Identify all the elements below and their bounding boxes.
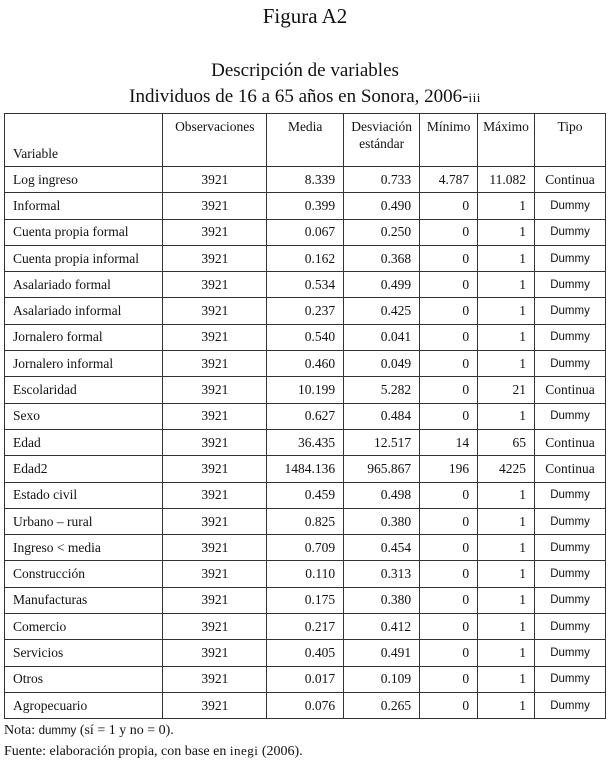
cell-maximo: 1: [478, 614, 535, 640]
header-minimo: Mínimo: [420, 114, 478, 167]
figure-title: Figura A2: [262, 4, 348, 28]
cell-desviacion: 0.484: [344, 403, 420, 429]
cell-tipo: Dummy: [535, 193, 606, 219]
cell-tipo: Continua: [535, 377, 606, 403]
table-row: [5, 272, 606, 298]
cell-observaciones: 3921: [163, 219, 267, 245]
cell-media: 0.460: [267, 351, 344, 377]
cell-media: 0.405: [267, 640, 344, 666]
cell-observaciones: 3921: [163, 272, 267, 298]
cell-media: 0.076: [267, 692, 344, 718]
cell-maximo: 1: [478, 561, 535, 587]
cell-observaciones: 3921: [163, 561, 267, 587]
cell-tipo: Dummy: [535, 272, 606, 298]
cell-desviacion: 0.491: [344, 640, 420, 666]
cell-variable: Sexo: [5, 403, 163, 429]
cell-minimo: 0: [420, 219, 478, 245]
source-prefix: Fuente: elaboración propia, con base en: [4, 744, 230, 759]
cell-media: 0.237: [267, 298, 344, 324]
cell-variable: Cuenta propia formal: [5, 219, 163, 245]
cell-observaciones: 3921: [163, 508, 267, 534]
cell-tipo: Dummy: [535, 324, 606, 350]
cell-media: 0.540: [267, 324, 344, 350]
cell-observaciones: 3921: [163, 167, 267, 193]
table-title: [0, 58, 610, 111]
cell-desviacion: 0.733: [344, 167, 420, 193]
cell-variable: Construcción: [5, 561, 163, 587]
header-desviacion: [344, 114, 420, 167]
cell-minimo: 0: [420, 561, 478, 587]
cell-maximo: 1: [478, 298, 535, 324]
cell-media: 0.175: [267, 587, 344, 613]
cell-tipo: Dummy: [535, 298, 606, 324]
cell-maximo: 1: [478, 245, 535, 271]
cell-media: 0.459: [267, 482, 344, 508]
cell-tipo: Dummy: [535, 535, 606, 561]
table-title-line2: [0, 84, 610, 111]
cell-minimo: 0: [420, 193, 478, 219]
table-row: [5, 245, 606, 271]
cell-observaciones: 3921: [163, 351, 267, 377]
cell-media: 0.627: [267, 403, 344, 429]
cell-maximo: 65: [478, 429, 535, 455]
cell-observaciones: 3921: [163, 245, 267, 271]
cell-media: 0.162: [267, 245, 344, 271]
cell-desviacion: 0.490: [344, 193, 420, 219]
note-dummy-word: dummy: [38, 725, 77, 737]
table-row: [5, 692, 606, 718]
cell-maximo: 1: [478, 587, 535, 613]
cell-variable: Asalariado informal: [5, 298, 163, 324]
cell-variable: Urbano – rural: [5, 508, 163, 534]
note-suffix: (sí = 1 y no = 0).: [76, 723, 174, 738]
header-media: Media: [267, 114, 344, 167]
cell-minimo: 0: [420, 245, 478, 271]
cell-media: 0.217: [267, 614, 344, 640]
cell-desviacion: 0.412: [344, 614, 420, 640]
cell-desviacion: 0.265: [344, 692, 420, 718]
header-desviacion-line2: estándar: [359, 136, 405, 151]
note-line: [4, 721, 604, 741]
cell-variable: Jornalero formal: [5, 324, 163, 350]
table-header-row: [5, 114, 606, 167]
cell-desviacion: 965.867: [344, 456, 420, 482]
cell-minimo: 0: [420, 692, 478, 718]
table-title-line1: Descripción de variables: [211, 60, 399, 81]
cell-variable: Comercio: [5, 614, 163, 640]
cell-minimo: 0: [420, 377, 478, 403]
table-row: [5, 429, 606, 455]
cell-variable: Agropecuario: [5, 692, 163, 718]
cell-tipo: Dummy: [535, 692, 606, 718]
cell-tipo: Dummy: [535, 219, 606, 245]
cell-tipo: Dummy: [535, 351, 606, 377]
header-maximo: Máximo: [478, 114, 535, 167]
table-row: [5, 324, 606, 350]
cell-minimo: 0: [420, 535, 478, 561]
cell-maximo: 1: [478, 219, 535, 245]
cell-observaciones: 3921: [163, 692, 267, 718]
cell-tipo: Dummy: [535, 508, 606, 534]
header-variable: Variable: [5, 114, 163, 167]
cell-minimo: 0: [420, 351, 478, 377]
cell-observaciones: 3921: [163, 456, 267, 482]
cell-minimo: 0: [420, 587, 478, 613]
table-row: [5, 377, 606, 403]
cell-media: 0.709: [267, 535, 344, 561]
cell-minimo: 0: [420, 324, 478, 350]
cell-maximo: 1: [478, 482, 535, 508]
cell-variable: Edad2: [5, 456, 163, 482]
note-prefix: Nota:: [4, 723, 39, 738]
source-org: inegi: [229, 743, 259, 758]
cell-observaciones: 3921: [163, 403, 267, 429]
cell-tipo: Dummy: [535, 403, 606, 429]
cell-variable: Jornalero informal: [5, 351, 163, 377]
cell-desviacion: 12.517: [344, 429, 420, 455]
table-row: [5, 666, 606, 692]
cell-desviacion: 0.425: [344, 298, 420, 324]
cell-tipo: Dummy: [535, 614, 606, 640]
table-row: [5, 456, 606, 482]
cell-desviacion: 0.368: [344, 245, 420, 271]
table-row: [5, 298, 606, 324]
table-row: [5, 482, 606, 508]
cell-minimo: 4.787: [420, 167, 478, 193]
table-row: [5, 219, 606, 245]
cell-maximo: 1: [478, 351, 535, 377]
cell-maximo: 21: [478, 377, 535, 403]
cell-desviacion: 0.380: [344, 508, 420, 534]
cell-desviacion: 0.454: [344, 535, 420, 561]
source-suffix: (2006).: [258, 744, 303, 759]
cell-variable: Estado civil: [5, 482, 163, 508]
cell-desviacion: 0.041: [344, 324, 420, 350]
cell-desviacion: 0.109: [344, 666, 420, 692]
cell-observaciones: 3921: [163, 482, 267, 508]
cell-observaciones: 3921: [163, 298, 267, 324]
cell-media: 8.339: [267, 167, 344, 193]
cell-variable: Edad: [5, 429, 163, 455]
cell-variable: Escolaridad: [5, 377, 163, 403]
cell-maximo: 11.082: [478, 167, 535, 193]
cell-desviacion: 5.282: [344, 377, 420, 403]
cell-tipo: Continua: [535, 456, 606, 482]
cell-variable: Cuenta propia informal: [5, 245, 163, 271]
cell-maximo: 1: [478, 508, 535, 534]
table-row: [5, 640, 606, 666]
table-row: [5, 403, 606, 429]
cell-media: 0.017: [267, 666, 344, 692]
cell-media: 0.067: [267, 219, 344, 245]
cell-observaciones: 3921: [163, 429, 267, 455]
table-row: [5, 614, 606, 640]
cell-variable: Ingreso < media: [5, 535, 163, 561]
cell-variable: Asalariado formal: [5, 272, 163, 298]
cell-observaciones: 3921: [163, 614, 267, 640]
table-notes: [4, 721, 604, 761]
cell-maximo: 1: [478, 535, 535, 561]
cell-maximo: 1: [478, 403, 535, 429]
cell-tipo: Continua: [535, 167, 606, 193]
cell-minimo: 0: [420, 640, 478, 666]
cell-media: 0.399: [267, 193, 344, 219]
cell-desviacion: 0.250: [344, 219, 420, 245]
cell-minimo: 0: [420, 272, 478, 298]
cell-observaciones: 3921: [163, 377, 267, 403]
cell-maximo: 1: [478, 640, 535, 666]
cell-observaciones: 3921: [163, 324, 267, 350]
cell-observaciones: 3921: [163, 193, 267, 219]
table-row: [5, 193, 606, 219]
source-line: [4, 741, 604, 761]
table-title-line2-text: Individuos de 16 a 65 años en Sonora, 2006-: [129, 86, 469, 107]
cell-maximo: 1: [478, 324, 535, 350]
header-desviacion-line1: Desviación: [351, 119, 412, 134]
cell-variable: Servicios: [5, 640, 163, 666]
cell-maximo: 4225: [478, 456, 535, 482]
cell-tipo: Continua: [535, 429, 606, 455]
cell-desviacion: 0.499: [344, 272, 420, 298]
cell-minimo: 0: [420, 508, 478, 534]
cell-minimo: 14: [420, 429, 478, 455]
cell-observaciones: 3921: [163, 535, 267, 561]
cell-variable: Informal: [5, 193, 163, 219]
header-observaciones: Observaciones: [163, 114, 267, 167]
cell-tipo: Dummy: [535, 482, 606, 508]
cell-tipo: Dummy: [535, 587, 606, 613]
cell-media: 0.825: [267, 508, 344, 534]
cell-minimo: 0: [420, 614, 478, 640]
cell-desviacion: 0.498: [344, 482, 420, 508]
cell-media: 1484.136: [267, 456, 344, 482]
cell-desviacion: 0.049: [344, 351, 420, 377]
cell-tipo: Dummy: [535, 666, 606, 692]
variables-table: [4, 113, 606, 719]
cell-maximo: 1: [478, 272, 535, 298]
cell-tipo: Dummy: [535, 245, 606, 271]
cell-variable: Log ingreso: [5, 167, 163, 193]
table-row: [5, 535, 606, 561]
cell-tipo: Dummy: [535, 561, 606, 587]
cell-observaciones: 3921: [163, 666, 267, 692]
cell-desviacion: 0.380: [344, 587, 420, 613]
cell-media: 0.534: [267, 272, 344, 298]
cell-minimo: 0: [420, 482, 478, 508]
cell-minimo: 0: [420, 666, 478, 692]
cell-observaciones: 3921: [163, 587, 267, 613]
table-row: [5, 167, 606, 193]
cell-maximo: 1: [478, 666, 535, 692]
cell-maximo: 1: [478, 692, 535, 718]
table-title-period: iii: [468, 90, 481, 105]
cell-media: 36.435: [267, 429, 344, 455]
cell-variable: Otros: [5, 666, 163, 692]
cell-desviacion: 0.313: [344, 561, 420, 587]
header-tipo: Tipo: [535, 114, 606, 167]
table-row: [5, 508, 606, 534]
table-row: [5, 587, 606, 613]
cell-maximo: 1: [478, 193, 535, 219]
cell-variable: Manufacturas: [5, 587, 163, 613]
cell-minimo: 0: [420, 403, 478, 429]
cell-minimo: 0: [420, 298, 478, 324]
cell-tipo: Dummy: [535, 640, 606, 666]
cell-observaciones: 3921: [163, 640, 267, 666]
table-row: [5, 351, 606, 377]
table-body: [5, 167, 606, 719]
cell-media: 10.199: [267, 377, 344, 403]
cell-media: 0.110: [267, 561, 344, 587]
cell-minimo: 196: [420, 456, 478, 482]
table-row: [5, 561, 606, 587]
